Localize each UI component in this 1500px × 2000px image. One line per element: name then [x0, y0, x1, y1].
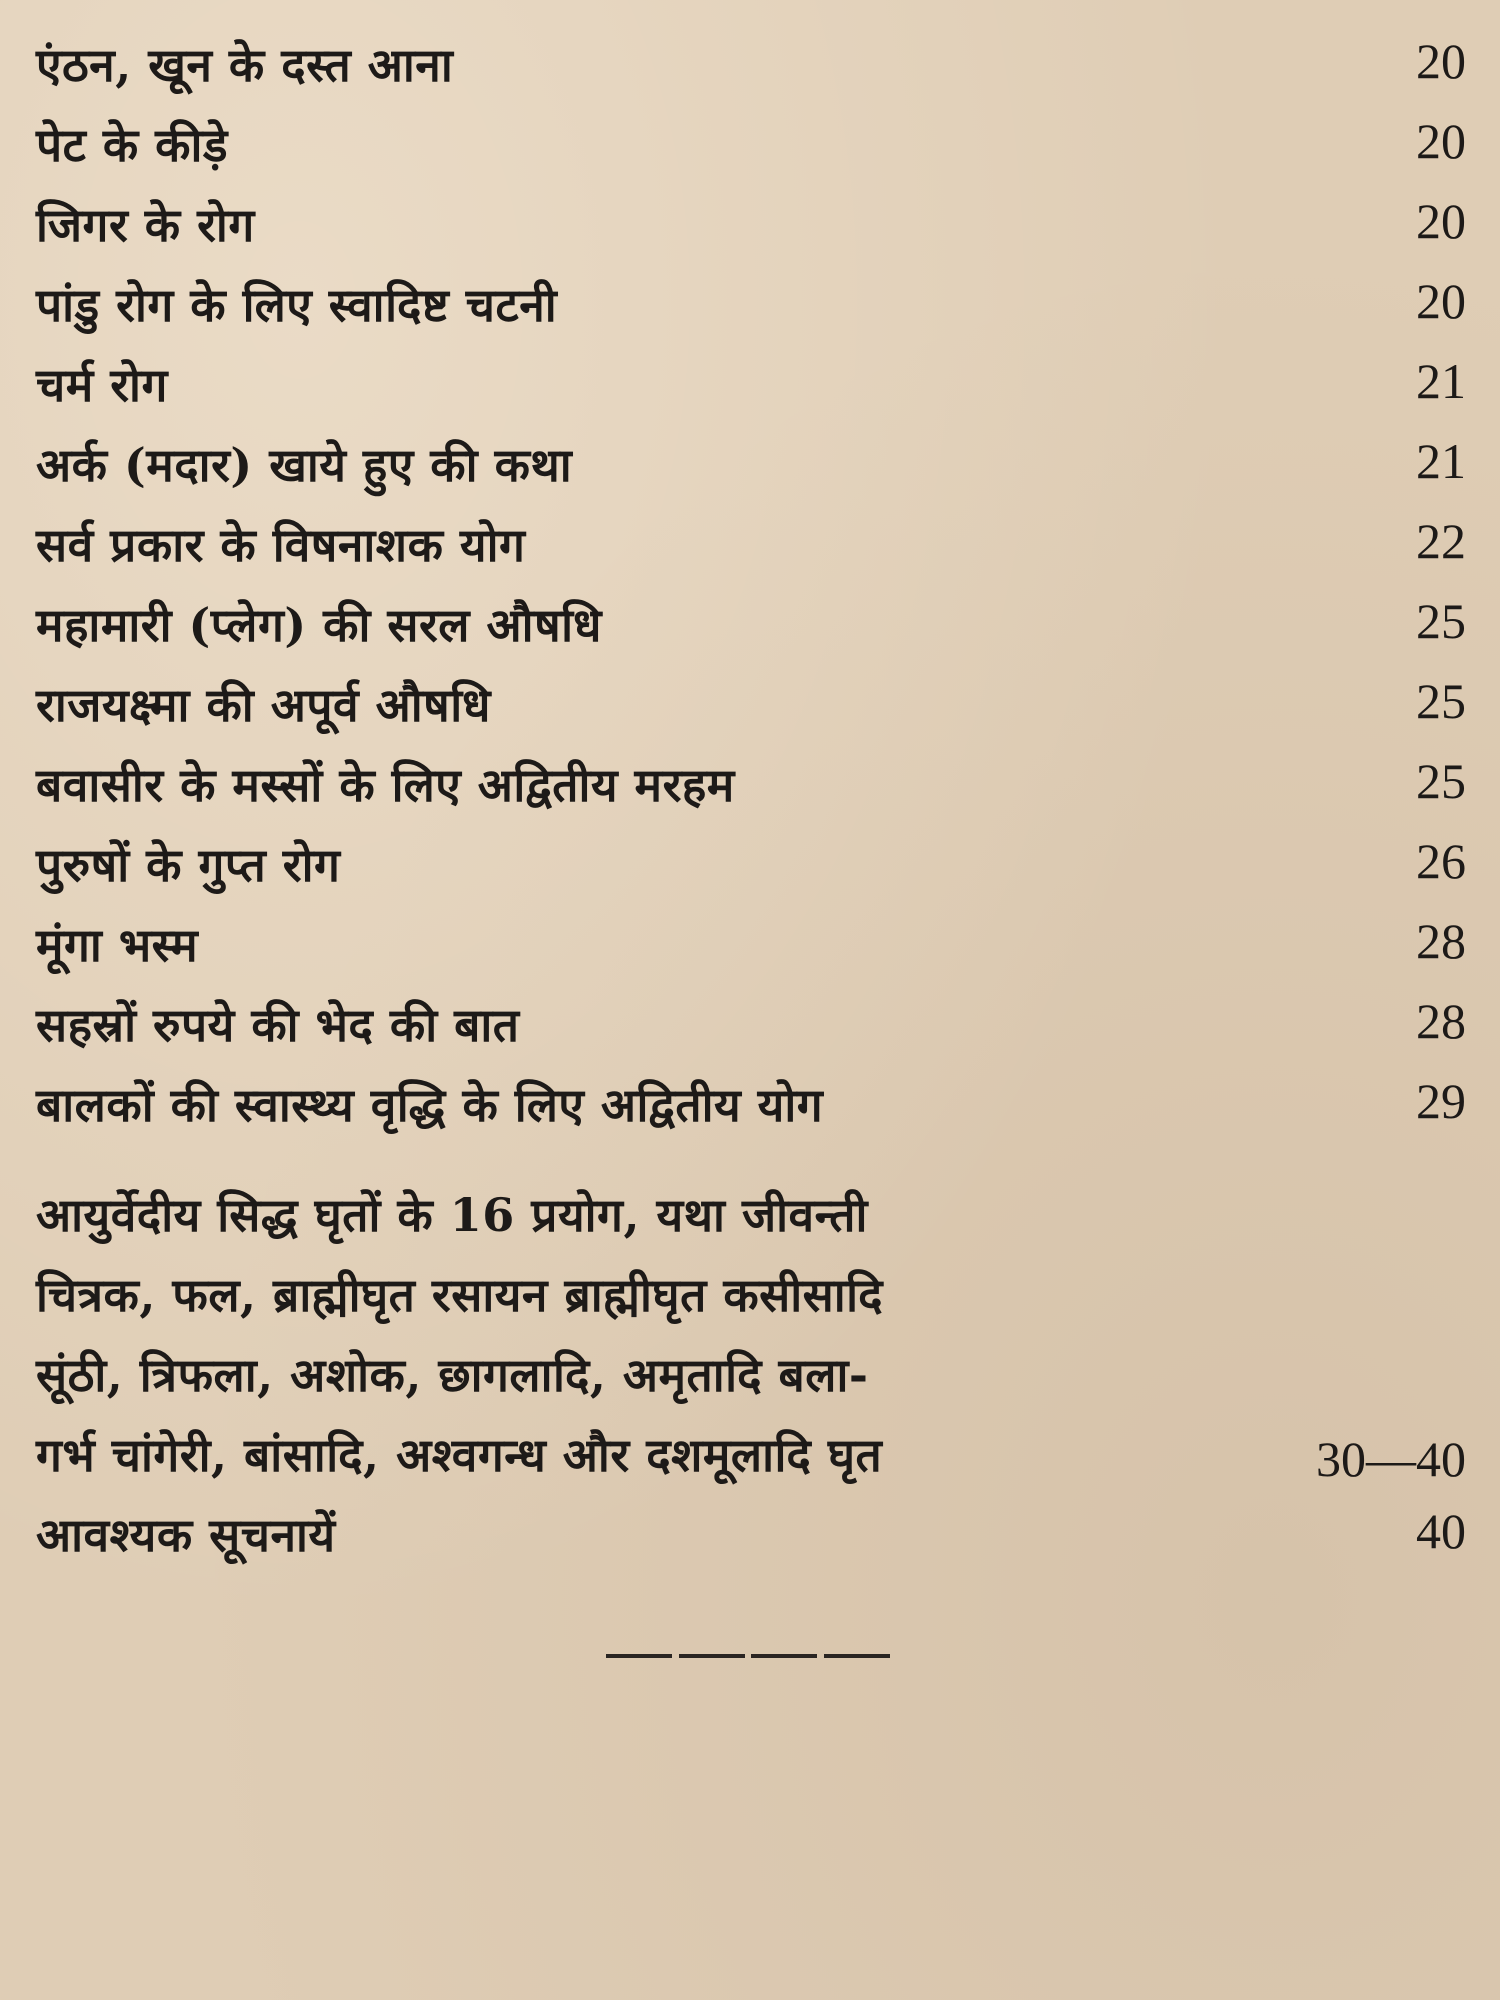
toc-entry-title: एंठन, खून के दस्त आना	[36, 38, 454, 92]
toc-entry	[36, 510, 1466, 588]
toc-entry	[36, 30, 1466, 108]
toc-entry-page: 20	[1416, 193, 1466, 249]
toc-entry-title: महामारी (प्लेग) की सरल औषधि	[36, 598, 602, 652]
toc-entry	[36, 110, 1466, 188]
toc-entry-page: 20	[1416, 273, 1466, 329]
toc-entry	[36, 750, 1466, 828]
toc-entry-page: 25	[1416, 593, 1466, 649]
toc-entry-page: 30—40	[1316, 1431, 1466, 1487]
toc-entry-page: 20	[1416, 113, 1466, 169]
toc-entry-title: सहस्रों रुपये की भेद की बात	[36, 998, 520, 1052]
toc-entry-page: 20	[1416, 33, 1466, 89]
end-divider	[606, 1654, 890, 1658]
toc-entry-page: 25	[1416, 753, 1466, 809]
toc-entry-title: बालकों की स्वास्थ्य वृद्धि के लिए अद्वितीय योग	[36, 1078, 824, 1132]
toc-entry-page: 28	[1416, 913, 1466, 969]
divider-dash	[824, 1654, 890, 1658]
toc-entry	[36, 350, 1466, 428]
toc-entry	[36, 1070, 1466, 1148]
toc-entry-title: बवासीर के मस्सों के लिए अद्वितीय मरहम	[36, 758, 735, 812]
toc-entry-title: राजयक्ष्मा की अपूर्व औषधि	[36, 678, 491, 732]
toc-entry-title-line: चित्रक, फल, ब्राह्मीघृत रसायन ब्राह्मीघृत कसीसादि	[36, 1268, 884, 1322]
toc-entry	[36, 190, 1466, 268]
toc-entry-multiline	[36, 1180, 1466, 1500]
toc-entry	[36, 270, 1466, 348]
toc-entry-title: आवश्यक सूचनायें	[36, 1508, 336, 1562]
divider-dash	[606, 1654, 672, 1658]
toc-entry	[36, 430, 1466, 508]
toc-entry-title-line: गर्भ चांगेरी, बांसादि, अश्वगन्ध और दशमूलादि घृत	[36, 1428, 883, 1482]
toc-entry-title: पुरुषों के गुप्त रोग	[36, 838, 341, 892]
toc-entry	[36, 1500, 1466, 1578]
toc-entry-title: चर्म रोग	[36, 358, 168, 412]
toc-entry-title-line: आयुर्वेदीय सिद्ध घृतों के 16 प्रयोग, यथा जीवन्ती	[36, 1188, 868, 1242]
toc-entry-page: 29	[1416, 1073, 1466, 1129]
toc-entry	[36, 590, 1466, 668]
toc-entry	[36, 910, 1466, 988]
toc-entry-page: 28	[1416, 993, 1466, 1049]
toc-entry-page: 21	[1416, 353, 1466, 409]
toc-entry-title: पेट के कीड़े	[36, 118, 229, 172]
toc-entry-title: मूंगा भस्म	[36, 918, 199, 972]
divider-dash	[751, 1654, 817, 1658]
toc-entry-page: 21	[1416, 433, 1466, 489]
toc-entry	[36, 670, 1466, 748]
toc-entry	[36, 990, 1466, 1068]
toc-entry-title: सर्व प्रकार के विषनाशक योग	[36, 518, 526, 572]
toc-entry	[36, 830, 1466, 908]
toc-entry-page: 40	[1416, 1503, 1466, 1559]
toc-entry-page: 26	[1416, 833, 1466, 889]
divider-dash	[679, 1654, 745, 1658]
toc-entry-title-line: सूंठी, त्रिफला, अशोक, छागलादि, अमृतादि बला-	[36, 1348, 869, 1402]
toc-entry-title: जिगर के रोग	[36, 198, 255, 252]
toc-entry-title: पांडु रोग के लिए स्वादिष्ट चटनी	[36, 278, 558, 332]
toc-entry-page: 25	[1416, 673, 1466, 729]
toc-entry-title: अर्क (मदार) खाये हुए की कथा	[36, 438, 573, 492]
toc-entry-page: 22	[1416, 513, 1466, 569]
